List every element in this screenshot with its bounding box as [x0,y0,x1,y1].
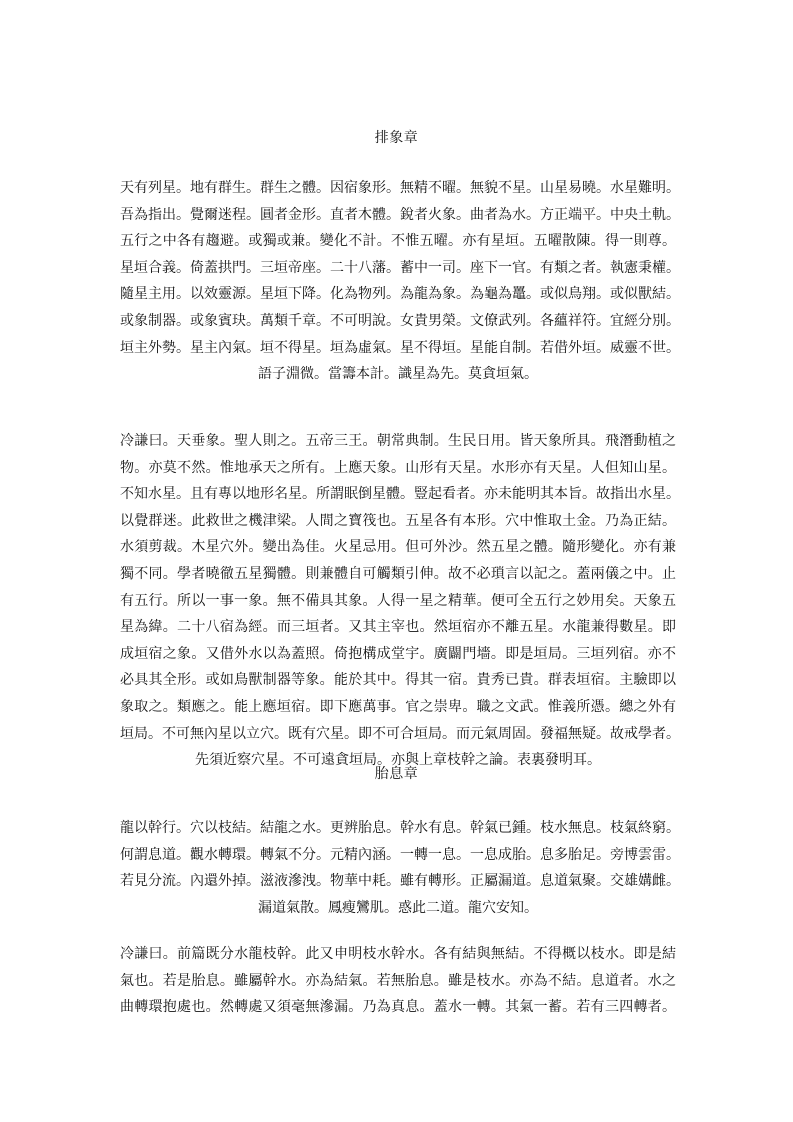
text-line: 獨不同。學者曉徹五星獨體。則兼體自可觸類引伸。故不必瑣言以記之。蓋兩儀之中。止 [120,565,676,582]
text-line: 成垣宿之象。又借外水以為蓋照。倚抱構成堂宇。廣闢門墻。即是垣局。三垣列宿。亦不 [120,645,676,662]
text-line: 必具其全形。或如鳥獸制器等象。能於其中。得其一宿。貴秀已貴。群表垣宿。主驗即以 [120,672,676,689]
text-line: 漏道氣散。鳳瘦鸞肌。惑此二道。龍穴安知。 [258,899,538,916]
text-line: 冷謙曰。前篇既分水龍枝幹。此又申明枝水幹水。各有結與無結。不得概以枝水。即是結 [120,946,676,962]
text-line: 先須近察穴星。不可遠貪垣局。亦與上章枝幹之論。表裏發明耳。 [195,752,601,769]
text-line: 以覺群迷。此救世之機津梁。人間之寶筏也。五星各有本形。穴中惟取土金。乃為正結。 [120,512,676,529]
text-line: 不知水星。且有專以地形名星。所謂眠倒星體。豎起看者。亦未能明其本旨。故指出水星。 [120,486,680,503]
text-line: 有五行。所以一事一象。無不備具其象。人得一星之精華。便可全五行之妙用矣。天象五 [120,592,676,609]
section-title: 排象章 [374,130,419,146]
paragraph [120,941,676,1021]
paragraph [120,175,680,388]
text-line: 冷謙曰。天垂象。聖人則之。五帝三王。朝常典制。生民日用。皆天象所具。飛潛動植之 [120,433,676,449]
text-line: 隨星主用。以效靈源。星垣下降。化為物列。為龍為象。為龜為鼉。或似鳥翔。或似獸結。 [120,286,680,303]
paragraph [120,815,680,921]
text-line: 曲轉環抱處也。然轉處又須毫無滲漏。乃為真息。蓋水一轉。其氣一蓄。若有三四轉者。 [120,999,676,1016]
text-line: 天有列星。地有群生。群生之體。因宿象形。無精不曜。無貌不星。山星易曉。水星難明。 [120,180,680,196]
text-line: 水須剪裁。木星穴外。變出為佳。火星忌用。但可外沙。然五星之體。隨形變化。亦有兼 [120,539,676,556]
text-line: 五行之中各有趨避。或獨或兼。變化不計。不惟五曜。亦有星垣。五曜散陳。得一則尊。 [120,233,676,250]
section-title: 胎息章 [374,766,419,782]
text-line: 象取之。類應之。能上應垣宿。即下應萬事。官之崇卑。職之文武。惟義所憑。總之外有 [120,698,676,715]
text-line: 垣局。不可無內星以立穴。既有穴星。即不可合垣局。而元氣周固。發福無疑。故戒學者。 [120,725,680,742]
text-line: 垣主外勢。星主內氣。垣不得星。垣為虛氣。星不得垣。星能自制。若借外垣。威靈不世。 [120,339,680,356]
text-line: 物。亦莫不然。惟地承天之所有。上應天象。山形有天星。水形亦有天星。人但知山星。 [120,459,676,476]
text-line: 星為緯。二十八宿為經。而三垣者。又其主宰也。然垣宿亦不離五星。水龍兼得數星。即 [120,619,676,636]
text-line: 吾為指出。覺爾迷程。圓者金形。直者木體。銳者火象。曲者為水。方正端平。中央土軌。 [120,206,680,223]
paragraph [120,428,680,774]
text-line: 或象制器。或象賓玦。萬類千章。不可明說。女貴男榮。文僚武列。各蘊祥符。宜經分別。 [120,312,680,329]
text-line: 龍以幹行。穴以枝結。結龍之水。更辨胎息。幹水有息。幹氣已鍾。枝水無息。枝氣終窮。 [120,820,680,836]
text-line: 星垣合義。倚蓋拱門。三垣帝座。二十八藩。蓄中一司。座下一官。有類之者。執憲秉權。 [120,259,680,276]
text-line: 何謂息道。觀水轉環。轉氣不分。元精內涵。一轉一息。一息成胎。息多胎足。旁博雲雷。 [120,846,680,863]
text-line: 若見分流。內還外掉。滋液滲洩。物華中耗。雖有轉形。正屬漏道。息道氣聚。交雄媾雌。 [120,873,680,890]
text-line: 氣也。若是胎息。雖屬幹水。亦為結氣。若無胎息。雖是枝水。亦為不結。息道者。水之 [120,972,676,989]
text-line: 語子淵微。當籌本計。識星為先。莫貪垣氣。 [258,366,538,383]
